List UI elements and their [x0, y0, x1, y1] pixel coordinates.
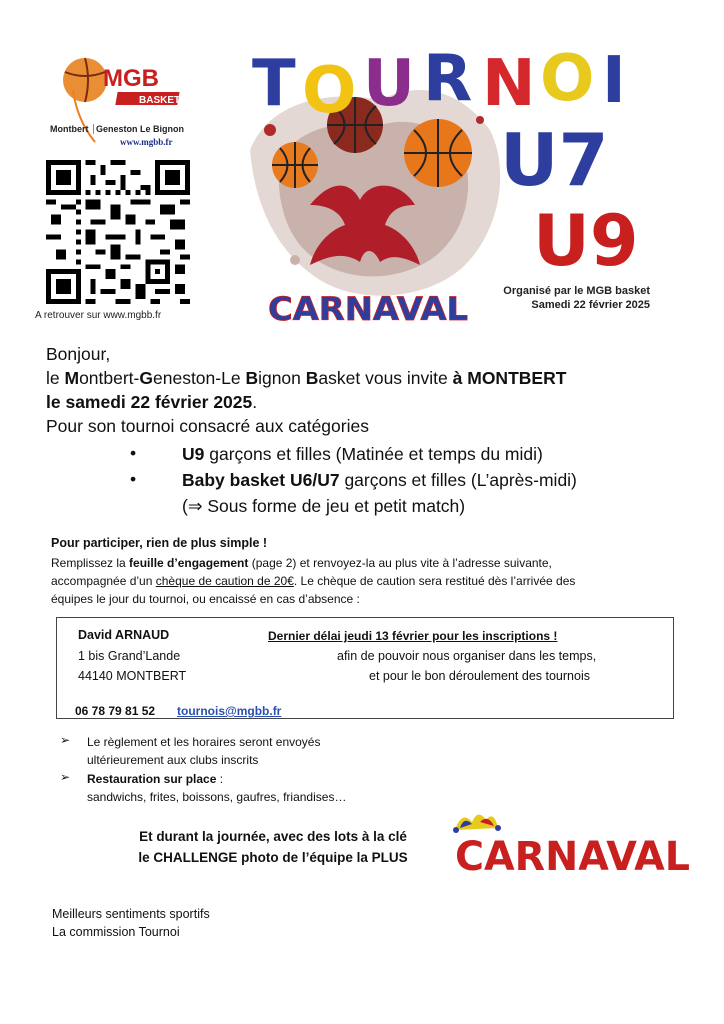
challenge-line-2: le CHALLENGE photo de l’équipe la PLUS — [138, 850, 408, 865]
bullet: • — [130, 443, 137, 463]
info-food-heading: Restauration sur place : — [87, 772, 224, 786]
contact-name: David ARNAUD — [78, 628, 170, 642]
qr-code[interactable] — [46, 160, 190, 304]
contact-address-1: 1 bis Grand’Lande — [78, 649, 181, 663]
category-baby: Baby basket U6/U7 garçons et filles (L’après-midi) — [182, 470, 577, 490]
title-cat-u7: U7 — [500, 118, 609, 202]
event-date: Samedi 22 février 2025 — [531, 299, 650, 311]
mgb-basket-logo — [55, 50, 195, 150]
participate-body: Remplissez la feuille d’engagement (page 2) et renvoyez-la au plus vite à l’adresse suivante, accompagnée d’un chèque de caution de 20€. Le chèque de caution sera restitué dès l’arrivée des équipes le jour du tournoi, ou encaissé en cas d’absence : — [51, 556, 576, 606]
logo-sub: BASKET — [139, 95, 181, 106]
invite-date: le samedi 22 février 2025. — [46, 392, 258, 412]
basketball-icon — [404, 119, 472, 187]
brand-bignon: Le Bignon — [140, 124, 185, 134]
greeting: Bonjour, — [46, 344, 111, 364]
title-letter: T — [252, 47, 296, 121]
signature-line-1: Meilleurs sentiments sportifs — [52, 907, 210, 921]
deadline-note-1: afin de pouvoir nous organiser dans les temps, — [337, 649, 597, 663]
deadline-note-2: et pour le bon déroulement des tournois — [369, 669, 590, 683]
signature-line-2: La commission Tournoi — [52, 925, 180, 939]
logo-initials: MGB — [103, 65, 159, 92]
arrow-bullet-icon: ➢ — [60, 770, 71, 784]
contact-address-2: 44140 MONTBERT — [78, 669, 187, 683]
categories-intro: Pour son tournoi consacré aux catégories — [46, 416, 369, 436]
brand-montbert: Montbert — [50, 124, 89, 134]
format-note: (⇒ Sous forme de jeu et petit match) — [182, 496, 466, 516]
info-food-list: sandwichs, frites, boissons, gaufres, friandises… — [87, 790, 347, 804]
qr-caption: A retrouver sur www.mgbb.fr — [35, 310, 162, 321]
signature — [52, 905, 210, 941]
title-letter: O — [302, 54, 357, 128]
basketball-icon — [272, 142, 318, 188]
arrow-bullet-icon: ➢ — [60, 733, 71, 747]
title-letter: I — [602, 44, 626, 118]
carnaval-logo — [450, 808, 695, 878]
info-rules-2: ultérieurement aux clubs inscrits — [87, 753, 259, 767]
brand-geneston: Geneston — [96, 124, 138, 134]
title-letter: O — [540, 42, 595, 116]
info-rules-1: Le règlement et les horaires seront envoyés — [87, 735, 321, 749]
category-u9: U9 garçons et filles (Matinée et temps du midi) — [182, 444, 543, 464]
contact-phone[interactable]: 06 78 79 81 52 — [75, 704, 156, 718]
logo-brand — [50, 124, 184, 134]
challenge-line-1: Et durant la journée, avec des lots à la clé — [139, 829, 407, 844]
organizer-info — [475, 284, 650, 312]
title-letter: U — [363, 47, 415, 121]
title-theme: CARNAVAL — [268, 290, 468, 328]
invite-line: le Montbert-Geneston-Le Bignon Basket vous invite à MONTBERT — [46, 368, 567, 388]
contact-email-link[interactable]: tournois@mgbb.fr — [177, 704, 282, 718]
participate-heading: Pour participer, rien de plus simple ! — [51, 536, 268, 550]
bullet: • — [130, 469, 137, 489]
organizer-text: Organisé par le MGB basket — [503, 285, 650, 297]
svg-text:CARNAVAL: CARNAVAL — [455, 834, 690, 878]
title-cat-u9: U9 — [533, 200, 639, 282]
invite-location: à MONTBERT — [452, 368, 567, 388]
title-letter: N — [482, 47, 536, 121]
logo-url[interactable]: www.mgbb.fr — [120, 137, 173, 147]
title-letter: R — [423, 42, 473, 116]
deadline: Dernier délai jeudi 13 février pour les inscriptions ! — [268, 629, 558, 643]
